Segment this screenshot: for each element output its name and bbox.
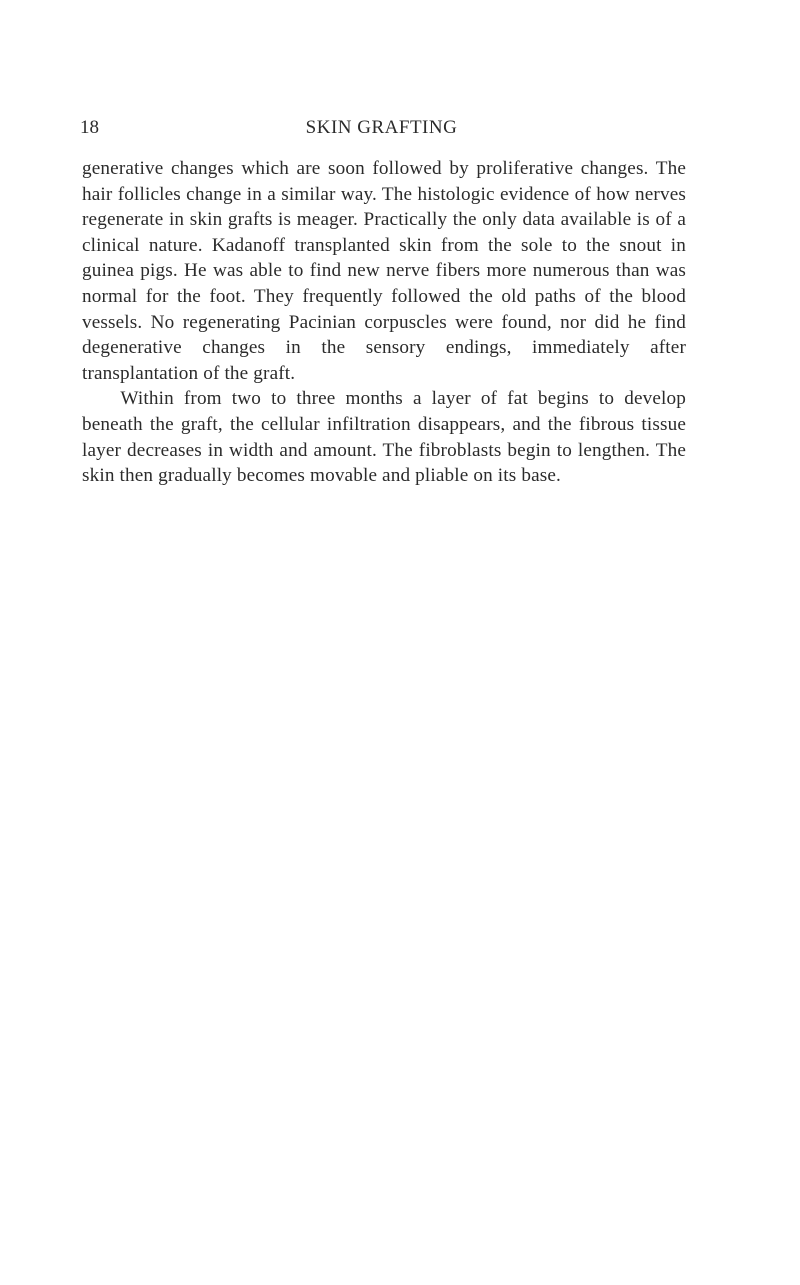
- running-head: [80, 115, 683, 141]
- body-text: [82, 156, 686, 489]
- paragraph-1: generative changes which are soon followed by proliferative changes. The hair follicles change in a similar way. The histologic evidence of how nerves regenerate in skin grafts is meager. Practically the only data available is of a clinical nature. Kadanoff transplanted skin from the sole to the snout in guinea pigs. He was able to find new nerve fibers more numerous than was normal for the foot. They frequently followed the old paths of the blood vessels. No regenerating Pacinian corpuscles were found, nor did he find degenerative changes in the sensory endings, immediately after transplantation of the graft.: [82, 158, 686, 384]
- page-number: 18: [80, 117, 99, 138]
- running-title: SKIN GRAFTING: [305, 117, 458, 138]
- paragraph-2: Within from two to three months a layer of fat begins to develop beneath the graft, the cellular infiltration disappears, and the fibrous tissue layer decreases in width and amount. The fibroblasts begin to lengthen. The skin then gradually becomes movable and pliable on its base.: [82, 388, 686, 487]
